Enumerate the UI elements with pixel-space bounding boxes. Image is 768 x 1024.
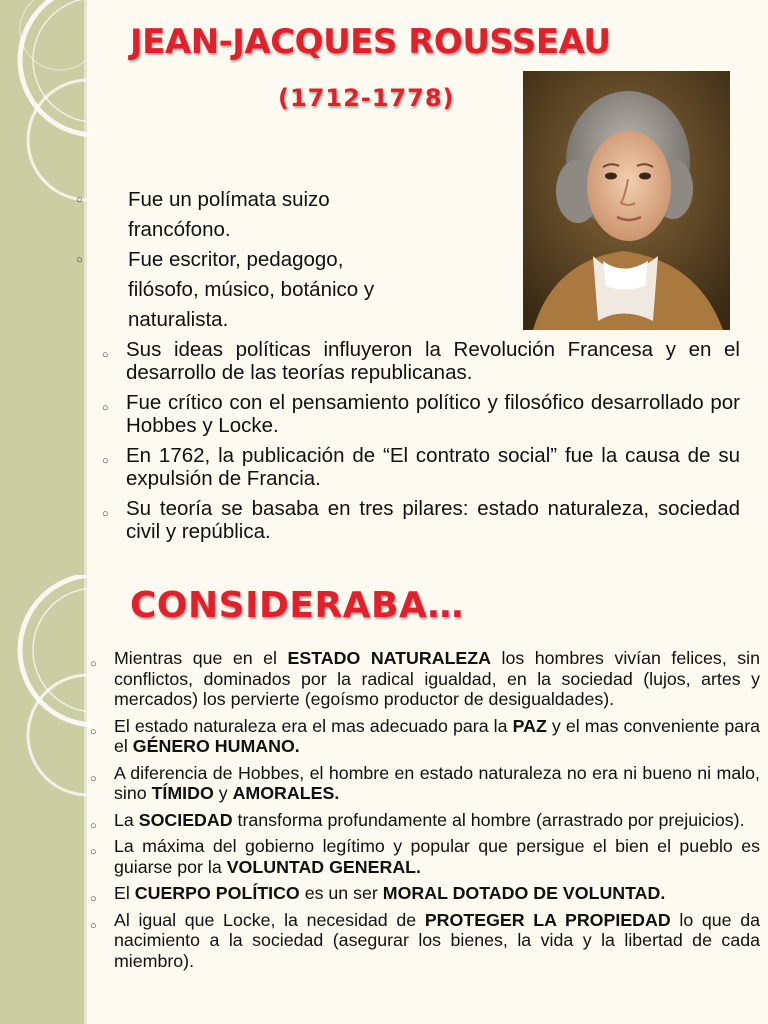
list-item: ○ Fue escritor, pedagogo, filósofo, músico, botánico y naturalista. (102, 245, 402, 335)
list-item: ○ Fue un polímata suizo francófono. (102, 185, 402, 245)
strip-edge (84, 0, 87, 575)
life-dates: (1712-1778) (278, 84, 455, 112)
list-item: ○ A diferencia de Hobbes, el hombre en estado naturaleza no era ni bueno ni malo, sino TÍMIDO y AMORALES. (88, 763, 760, 804)
slide-consideraba (0, 575, 768, 1024)
list-item: ○ Sus ideas políticas influyeron la Revolución Francesa y en el desarrollo de las teorías republicanas. (100, 338, 740, 384)
strip-edge (84, 575, 87, 1024)
intro-list (102, 185, 402, 335)
list-item: ○ Al igual que Locke, la necesidad de PROTEGER LA PROPIEDAD lo que da nacimiento a la sociedad (asegurar los bienes, la vida y la libertad de cada miembro). (88, 910, 760, 972)
considerations-list (88, 648, 760, 977)
list-item: ○ El CUERPO POLÍTICO es un ser MORAL DOTADO DE VOLUNTAD. (88, 883, 760, 904)
list-item: ○ Mientras que en el ESTADO NATURALEZA los hombres vivían felices, sin conflictos, dominados por la radical igualdad, en la sociedad (lujos, artes y mercados) los pervierte (egoísmo productor de desigualdades). (88, 648, 760, 710)
list-item: ○ El estado naturaleza era el mas adecuado para la PAZ y el mas conveniente para el GÉNERO HUMANO. (88, 716, 760, 757)
list-item: ○ Su teoría se basaba en tres pilares: estado naturaleza, sociedad civil y república. (100, 497, 740, 543)
portrait-rousseau-image (523, 71, 730, 330)
bio-list (100, 338, 740, 550)
decorative-side-strip (0, 0, 84, 575)
list-item: ○ La SOCIEDAD transforma profundamente al hombre (arrastrado por prejuicios). (88, 810, 760, 831)
decorative-side-strip (0, 575, 84, 1024)
page-title: JEAN-JACQUES ROUSSEAU (130, 22, 611, 62)
section-title: CONSIDERABA… (130, 585, 464, 626)
list-item: ○ Fue crítico con el pensamiento político y filosófico desarrollado por Hobbes y Locke. (100, 391, 740, 437)
list-item: ○ En 1762, la publicación de “El contrato social” fue la causa de su expulsión de Francia. (100, 444, 740, 490)
list-item: ○ La máxima del gobierno legítimo y popular que persigue el bien el pueblo es guiarse por la VOLUNTAD GENERAL. (88, 836, 760, 877)
